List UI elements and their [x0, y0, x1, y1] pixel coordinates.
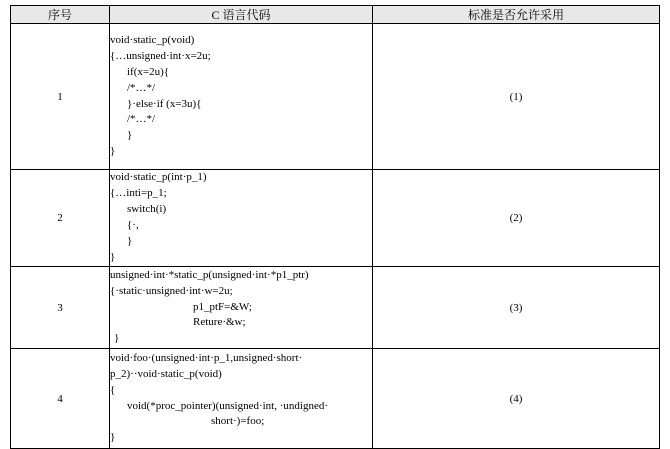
code-line: }: [110, 145, 116, 158]
code-cell: [110, 349, 373, 449]
code-standard-table: [10, 5, 660, 449]
row-number: 3: [11, 267, 110, 349]
code-line: void(*proc_pointer)(unsigned·int, ·undigned·: [127, 399, 329, 412]
code-cell: [110, 24, 373, 170]
table-row: [11, 170, 660, 267]
code-line: }·else·if (x=3u){: [127, 97, 202, 110]
answer-blank: (2): [373, 170, 660, 267]
code-line: {·,: [127, 219, 139, 231]
code-line: }: [110, 250, 116, 263]
code-line: /*…*/: [127, 113, 156, 126]
table-row: [11, 349, 660, 449]
code-line: }: [114, 332, 120, 345]
table-row: [11, 267, 660, 349]
header-allowed: 标准是否允许采用: [373, 6, 660, 24]
code-line: {…unsigned·int·x=2u;: [110, 49, 211, 62]
code-cell: [110, 170, 373, 267]
code-line: {: [110, 383, 116, 396]
answer-blank: (3): [373, 267, 660, 349]
code-line: void·foo·(unsigned·int·p_1,unsigned·short·: [110, 351, 303, 364]
code-line: }: [127, 129, 133, 142]
row-number: 4: [11, 349, 110, 449]
code-line: }: [110, 431, 116, 444]
code-line: /*…*/: [127, 81, 156, 94]
code-line: void·static_p(int·p_1): [110, 171, 207, 184]
code-line: }: [127, 234, 133, 247]
header-code: C 语言代码: [110, 6, 373, 24]
code-line: Reture·&w;: [193, 316, 246, 329]
code-line: p1_ptF=&W;: [193, 300, 252, 313]
code-line: short·)=foo;: [211, 415, 265, 428]
table-header-row: [11, 6, 660, 24]
code-line: p_2)··void·static_p(void): [110, 367, 222, 380]
header-seq: 序号: [11, 6, 110, 24]
answer-blank: (1): [373, 24, 660, 170]
row-number: 2: [11, 170, 110, 267]
code-line: void·static_p(void): [110, 33, 195, 46]
code-line: if(x=2u){: [127, 65, 170, 78]
code-line: {…inti=p_1;: [110, 187, 167, 200]
table-row: [11, 24, 660, 170]
code-line: switch(i): [127, 203, 167, 216]
code-line: {·static·unsigned·int·w=2u;: [110, 284, 233, 297]
code-line: unsigned·int·*static_p(unsigned·int·*p1_ptr): [110, 268, 309, 281]
row-number: 1: [11, 24, 110, 170]
answer-blank: (4): [373, 349, 660, 449]
code-cell: [110, 267, 373, 349]
